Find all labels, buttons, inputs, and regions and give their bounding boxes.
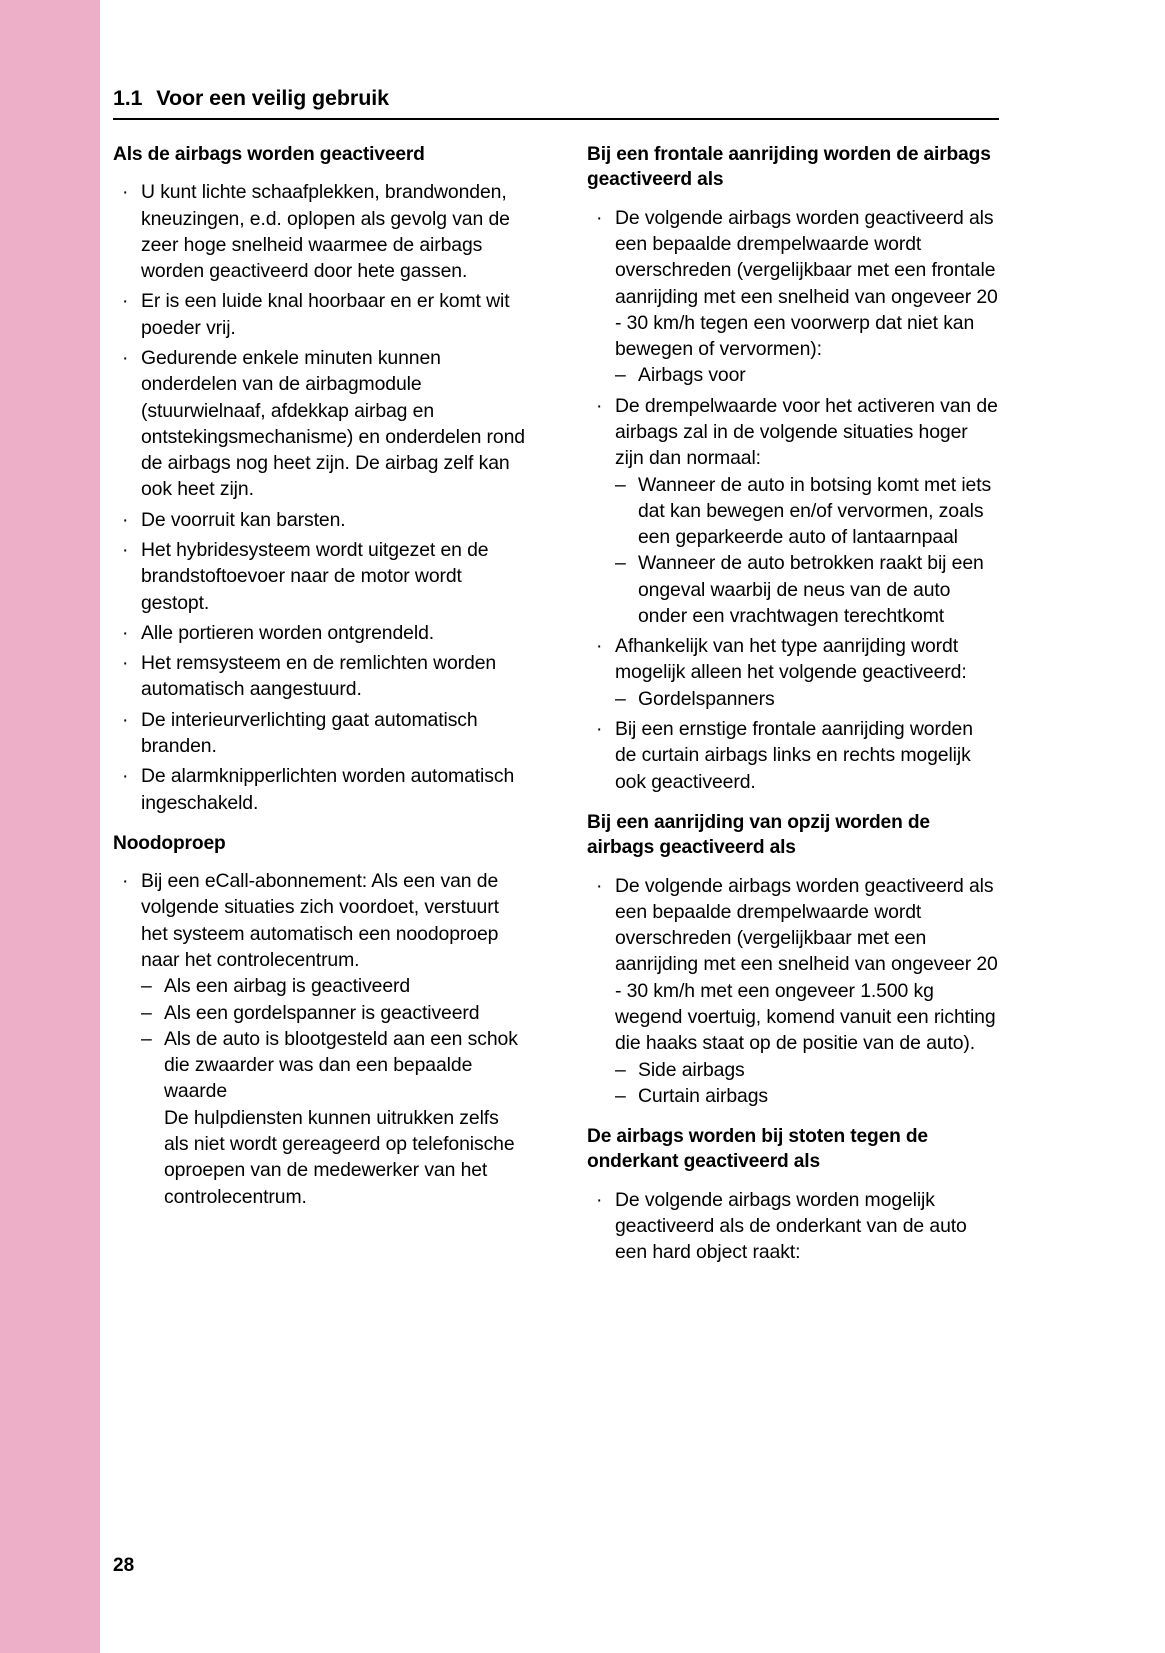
page-edge-tab: [0, 0, 100, 1653]
dash-list: [615, 686, 999, 712]
dash-item: [615, 472, 999, 551]
bullet-list: [113, 868, 525, 1210]
bullet-item: [113, 288, 525, 341]
bullet-dot-icon: ·: [122, 765, 129, 788]
dash-text: Als een airbag is geactiveerd: [164, 975, 411, 998]
bullet-item: [587, 393, 999, 630]
bullet-text: Het remsysteem en de remlichten worden automatisch aangestuurd.: [141, 652, 497, 701]
bullet-text: Afhankelijk van het type aanrijding wordt mogelijk alleen het volgende geactiveerd:: [615, 635, 967, 684]
dash-item: [615, 686, 999, 712]
dash-mark-icon: –: [141, 1027, 152, 1050]
dash-list: [615, 472, 999, 630]
dash-mark-icon: –: [615, 687, 626, 710]
dash-text: Wanneer de auto in botsing komt met iets dat kan bewegen en/of vervormen, zoals een geparkeerde auto of lantaarnpaal: [638, 473, 992, 549]
dash-item: [141, 1000, 525, 1026]
dash-mark-icon: –: [615, 1084, 626, 1107]
bullet-item: [113, 345, 525, 503]
content-block: [587, 1124, 999, 1266]
bullet-list: [113, 179, 525, 815]
dash-mark-icon: –: [141, 975, 152, 998]
bullet-item: [113, 707, 525, 760]
section-title: Voor een veilig gebruik: [156, 86, 389, 110]
dash-list: [141, 973, 525, 1210]
right-column: [587, 142, 999, 1270]
bullet-item: [113, 179, 525, 284]
bullet-dot-icon: ·: [596, 635, 603, 658]
bullet-dot-icon: ·: [122, 347, 129, 370]
bullet-text: Alle portieren worden ontgrendeld.: [141, 621, 435, 644]
running-head: [113, 86, 999, 120]
bullet-item: [113, 868, 525, 1210]
bullet-text: De volgende airbags worden geactiveerd als een bepaalde drempelwaarde wordt overschreden (vergelijkbaar met een aanrijding met een snelheid van ongeveer 20 - 30 km/h met een ongeveer 1.500 kg wegend voertuig, komend vanuit een richting die haaks staat op de positie van de auto).: [615, 874, 998, 1055]
dash-item: [615, 550, 999, 629]
bullet-text: De voorruit kan barsten.: [141, 508, 346, 531]
bullet-dot-icon: ·: [122, 508, 129, 531]
page-number: 28: [113, 1555, 135, 1576]
dash-text: Wanneer de auto betrokken raakt bij een ongeval waarbij de neus van de auto onder een vrachtwagen terechtkomt: [638, 552, 984, 627]
bullet-text: Gedurende enkele minuten kunnen onderdelen van de airbagmodule (stuurwielnaaf, afdekkap airbag en ontstekingsmechanisme) en onderdelen rond de airbags nog heet zijn. De airbag zelf kan ook heet zijn.: [141, 347, 525, 501]
page-content: [113, 0, 1165, 1653]
bullet-dot-icon: ·: [122, 708, 129, 731]
bullet-item: [587, 873, 999, 1110]
dash-mark-icon: –: [141, 1001, 152, 1024]
bullet-text: De interieurverlichting gaat automatisch branden.: [141, 708, 478, 757]
bullet-item: [587, 716, 999, 795]
bullet-text: De drempelwaarde voor het activeren van de airbags zal in de volgende situaties hoger zijn dan normaal:: [615, 394, 998, 470]
bullet-item: [587, 205, 999, 389]
bullet-dot-icon: ·: [122, 870, 129, 893]
bullet-dot-icon: ·: [122, 181, 129, 204]
sub-heading: Bij een frontale aanrijding worden de airbags geactiveerd als: [587, 144, 991, 191]
bullet-text: Bij een eCall-abonnement: Als een van de volgende situaties zich voordoet, verstuurt het systeem automatisch een noodoproep naar het controlecentrum.: [141, 870, 499, 971]
sub-heading: De airbags worden bij stoten tegen de onderkant geactiveerd als: [587, 1126, 928, 1173]
bullet-item: [113, 763, 525, 816]
bullet-dot-icon: ·: [596, 206, 603, 229]
bullet-dot-icon: ·: [122, 621, 129, 644]
bullet-dot-icon: ·: [122, 539, 129, 561]
dash-text: Als een gordelspanner is geactiveerd: [164, 1001, 480, 1024]
left-column: [113, 142, 525, 1270]
sub-heading: Bij een aanrijding van opzij worden de airbags geactiveerd als: [587, 811, 930, 859]
continuation-text: De hulpdiensten kunnen uitrukken zelfs als niet wordt gereageerd op telefonische oproepen van de medewerker van het controlecentrum.: [164, 1106, 515, 1208]
bullet-dot-icon: ·: [596, 874, 603, 897]
bullet-text: Bij een ernstige frontale aanrijding worden de curtain airbags links en rechts mogelijk ook geactiveerd.: [615, 718, 973, 793]
dash-text: Als de auto is blootgesteld aan een schok die zwaarder was dan een bepaalde waarde: [164, 1027, 518, 1103]
dash-item: [615, 1057, 999, 1083]
bullet-dot-icon: ·: [596, 718, 603, 741]
dash-text: Airbags voor: [638, 364, 746, 387]
dash-list: [615, 362, 999, 388]
bullet-list: [587, 1187, 999, 1266]
dash-text: Side airbags: [638, 1058, 745, 1081]
bullet-dot-icon: ·: [596, 1188, 603, 1211]
dash-item: [141, 973, 525, 999]
bullet-text: De alarmknipperlichten worden automatisch ingeschakeld.: [141, 765, 515, 814]
sub-heading: Noodoproep: [113, 832, 226, 854]
bullet-item: [113, 650, 525, 703]
bullet-list: [587, 873, 999, 1110]
bullet-item: [113, 620, 525, 646]
bullet-item: [587, 633, 999, 712]
two-column-body: [113, 142, 999, 1270]
bullet-item: [587, 1187, 999, 1266]
dash-mark-icon: –: [615, 1058, 626, 1081]
dash-mark-icon: –: [615, 364, 626, 387]
bullet-item: [113, 537, 525, 616]
dash-mark-icon: –: [615, 552, 626, 575]
section-number: 1.1: [113, 86, 143, 110]
bullet-item: [113, 507, 525, 533]
bullet-text: U kunt lichte schaafplekken, brandwonden, kneuzingen, e.d. oplopen als gevolg van de zeer hoge snelheid waarmee de airbags worden geactiveerd door hete gassen.: [141, 181, 510, 283]
bullet-text: De volgende airbags worden geactiveerd als een bepaalde drempelwaarde wordt overschreden (vergelijkbaar met een frontale aanrijding met een snelheid van ongeveer 20 - 30 km/h tegen een voorwerp dat niet kan bewegen of vervormen):: [615, 206, 998, 361]
bullet-dot-icon: ·: [122, 290, 129, 313]
content-block: [587, 810, 999, 1109]
dash-item: [615, 1083, 999, 1109]
dash-text: Gordelspanners: [638, 687, 775, 710]
bullet-text: Het hybridesysteem wordt uitgezet en de brandstoftoevoer naar de motor wordt gestopt.: [141, 539, 489, 614]
content-block: [587, 142, 999, 795]
dash-list: [615, 1057, 999, 1110]
content-block: [113, 831, 525, 1210]
bullet-text: Er is een luide knal hoorbaar en er komt wit poeder vrij.: [141, 290, 510, 339]
dash-mark-icon: –: [615, 473, 626, 496]
bullet-dot-icon: ·: [122, 652, 129, 675]
dash-text: Curtain airbags: [638, 1084, 768, 1107]
bullet-text: De volgende airbags worden mogelijk geactiveerd als de onderkant van de auto een hard object raakt:: [615, 1188, 967, 1264]
bullet-dot-icon: ·: [596, 394, 603, 417]
dash-item: [615, 362, 999, 388]
sub-heading: Als de airbags worden geactiveerd: [113, 144, 425, 165]
dash-item: [141, 1026, 525, 1105]
bullet-list: [587, 205, 999, 795]
content-block: [113, 142, 525, 816]
